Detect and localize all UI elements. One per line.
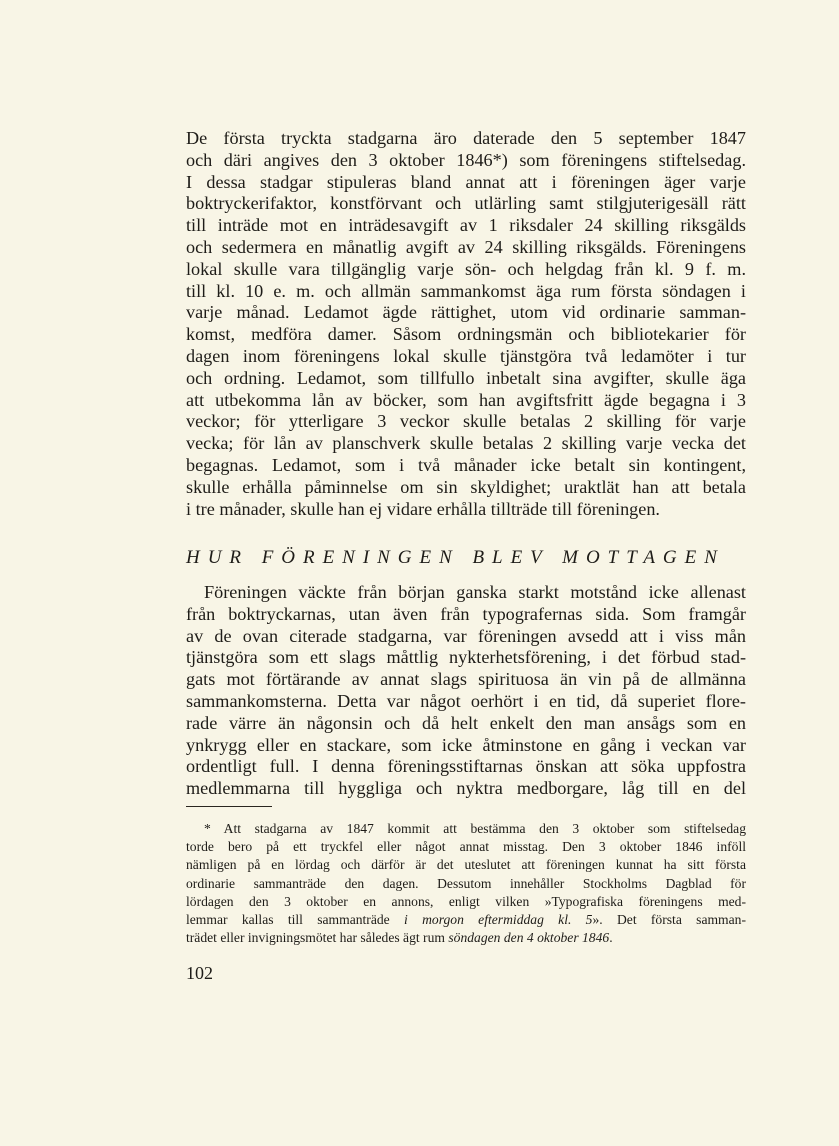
text-line: till kl. 10 e. m. och allmän sammankomst äga rum första söndagen i xyxy=(186,280,746,301)
text-line: komst, medföra damer. Såsom ordningsmän och bibliotekarier för xyxy=(186,324,746,345)
text-line: till inträde mot en inträdesavgift av 1 riksdaler 24 skilling riksgälds xyxy=(186,215,746,236)
text-line: medlemmarna till hyggliga och nyktra medborgare, låg till en del xyxy=(186,778,746,799)
footnote-text: ». Det första samman- xyxy=(592,912,746,928)
text-line: tjänstgöra som ett slags måttlig nykterhetsförening, i det förbud stad- xyxy=(186,647,746,668)
footnote-line xyxy=(186,911,746,929)
text-line: ynkrygg eller en stackare, som icke åtminstone en gång i veckan var xyxy=(186,734,746,755)
section-heading: HUR FÖRENINGEN BLEV MOTTAGEN xyxy=(186,547,725,568)
text-line: dagen inom föreningens lokal skulle tjänstgöra två ledamöter i tur xyxy=(186,345,746,366)
footnote-line: ordinarie sammanträde den dagen. Dessutom innehåller Stockholms Dagblad för xyxy=(186,875,746,891)
footnote-line: nämligen på en lördag och därför är det uteslutet att föreningen kunnat ha sitt första xyxy=(186,857,746,873)
footnote-italic: söndagen den 4 oktober 1846 xyxy=(448,930,610,946)
text-line: gats mot förtärande av annat slags spirituosa än vin på de allmänna xyxy=(186,669,746,690)
text-line: varje månad. Ledamot ägde rättighet, utom vid ordinarie samman- xyxy=(186,302,746,323)
footnote-line: torde bero på ett tryckfel eller något annat misstag. Den 3 oktober 1846 inföll xyxy=(186,839,746,855)
text-line: begagnas. Ledamot, som i två månader icke betalt sin kontingent, xyxy=(186,454,746,475)
text-line: Föreningen väckte från början ganska starkt motstånd icke allenast xyxy=(204,582,746,602)
paragraph-statutes xyxy=(186,128,746,520)
text-line: sammankomsterna. Detta var något oerhört i en tid, då superiet flore- xyxy=(186,690,746,711)
text-line: att utbekomma lån av böcker, som han avgiftsfritt ägde begagna i 3 xyxy=(186,389,746,410)
text-line: och däri angives den 3 oktober 1846*) som föreningens stiftelsedag. xyxy=(186,149,746,170)
text-line: De första tryckta stadgarna äro daterade den 5 september 1847 xyxy=(186,128,746,148)
text-line: I dessa stadgar stipuleras bland annat att i föreningen äger varje xyxy=(186,171,746,192)
text-line: veckor; för ytterligare 3 veckor skulle betalas 2 skilling för varje xyxy=(186,411,746,432)
footnote-line: * Att stadgarna av 1847 kommit att bestämma den 3 oktober som stiftelsedag xyxy=(204,821,746,836)
footnote-text: lemmar kallas till sammanträde xyxy=(186,912,405,928)
text-line: lokal skulle vara tillgänglig varje sön- och helgdag från kl. 9 f. m. xyxy=(186,258,746,279)
page-number: 102 xyxy=(186,963,213,983)
text-line: ordentligt full. I denna föreningsstiftarnas önskan att söka uppfostra xyxy=(186,756,746,777)
footnote-text: . xyxy=(609,930,613,946)
text-line: vecka; för lån av planschverk skulle betalas 2 skilling varje vecka det xyxy=(186,433,746,454)
footnote xyxy=(186,820,746,947)
text-line: av de ovan citerade stadgarna, var föreningen avsedd att i viss mån xyxy=(186,625,746,646)
footnote-divider xyxy=(186,806,272,807)
text-line: och sedermera en månatlig avgift av 24 skilling riksgälds. Föreningens xyxy=(186,236,746,257)
text-line: rade värre än någonsin och då helt enkelt den man ansågs som en xyxy=(186,712,746,733)
footnote-italic: i morgon eftermiddag kl. 5 xyxy=(404,912,593,928)
text-line: boktryckerifaktor, konstförvant och utlärling samt stilgjuterigesäll rätt xyxy=(186,193,746,214)
paragraph-reception xyxy=(186,582,746,800)
footnote-text: trädet eller invigningsmötet har således ägt rum xyxy=(186,930,449,946)
text-line: och ordning. Ledamot, som tillfullo inbetalt sina avgifter, skulle äga xyxy=(186,367,746,388)
text-line: från boktryckarnas, utan även från typografernas sida. Som framgår xyxy=(186,603,746,624)
text-line: i tre månader, skulle han ej vidare erhålla tillträde till föreningen. xyxy=(186,498,660,519)
footnote-line xyxy=(186,929,746,947)
text-line: skulle erhålla påminnelse om sin skyldighet; uraktlät han att betala xyxy=(186,476,746,497)
footnote-line: lördagen den 3 oktober en annons, enligt vilken »Typografiska föreningens med- xyxy=(186,893,746,909)
